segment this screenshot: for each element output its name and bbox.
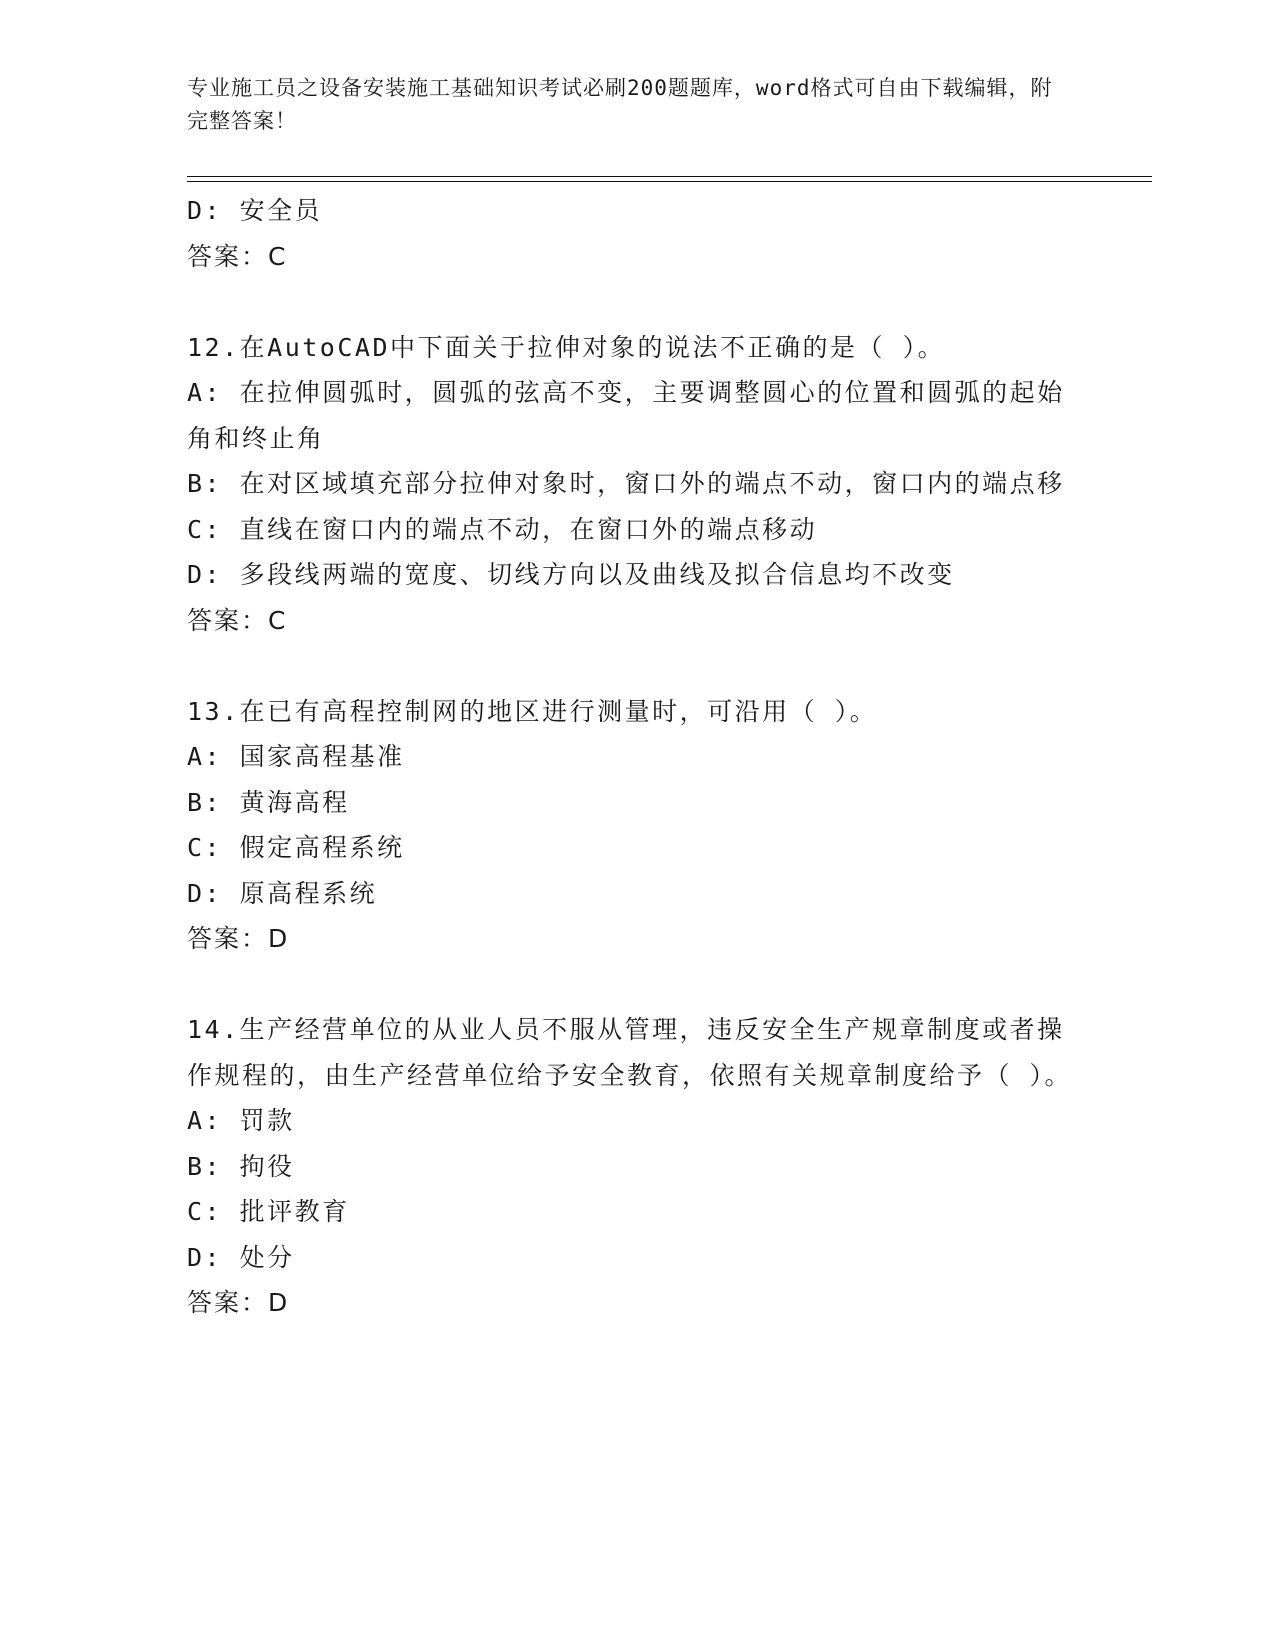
answer-line: 答案：D — [187, 924, 290, 953]
carryover-block — [187, 188, 1077, 279]
option-a: A: 国家高程基准 — [187, 742, 405, 771]
question-14 — [187, 1007, 1077, 1326]
question-stem: 14.生产经营单位的从业人员不服从管理，违反安全生产规章制度或者操作规程的，由生产经营单位给予安全教育，依照有关规章制度给予（ ）。 — [187, 1015, 1073, 1090]
option-d: D: 原高程系统 — [187, 878, 378, 908]
option-a: A: 在拉伸圆弧时，圆弧的弦高不变，主要调整圆心的位置和圆弧的起始角和终止角 — [187, 378, 1065, 453]
option-c: C: 假定高程系统 — [187, 833, 405, 862]
option-c: C: 直线在窗口内的端点不动，在窗口外的端点移动 — [187, 514, 818, 544]
option-d: D: 处分 — [187, 1242, 295, 1272]
spacer — [187, 643, 1077, 689]
question-content — [187, 188, 1077, 1326]
header-divider-top — [187, 176, 1152, 177]
option-d: D: 多段线两端的宽度、切线方向以及曲线及拟合信息均不改变 — [187, 560, 955, 589]
question-stem: 12.在AutoCAD中下面关于拉伸对象的说法不正确的是（ ）。 — [187, 332, 946, 362]
page-header-title: 专业施工员之设备安装施工基础知识考试必刷200题题库，word格式可自由下载编辑，附完整答案！ — [187, 76, 1053, 133]
option-c: C: 批评教育 — [187, 1197, 350, 1226]
spacer — [187, 279, 1077, 325]
option-a: A: 罚款 — [187, 1106, 295, 1135]
answer-line: 答案：D — [187, 1288, 290, 1317]
answer-line: 答案：C — [187, 605, 288, 635]
question-stem: 13.在已有高程控制网的地区进行测量时，可沿用（ ）。 — [187, 696, 878, 726]
question-12 — [187, 325, 1077, 644]
option-b: B: 黄海高程 — [187, 787, 350, 817]
option-b: B: 在对区域填充部分拉伸对象时，窗口外的端点不动，窗口内的端点移 — [187, 469, 1065, 498]
option-d: D: 安全员 — [187, 196, 323, 225]
answer-line: 答案：C — [187, 241, 288, 271]
option-b: B: 拘役 — [187, 1151, 295, 1181]
question-13 — [187, 689, 1077, 962]
spacer — [187, 962, 1077, 1008]
header-divider-bottom — [187, 181, 1152, 182]
